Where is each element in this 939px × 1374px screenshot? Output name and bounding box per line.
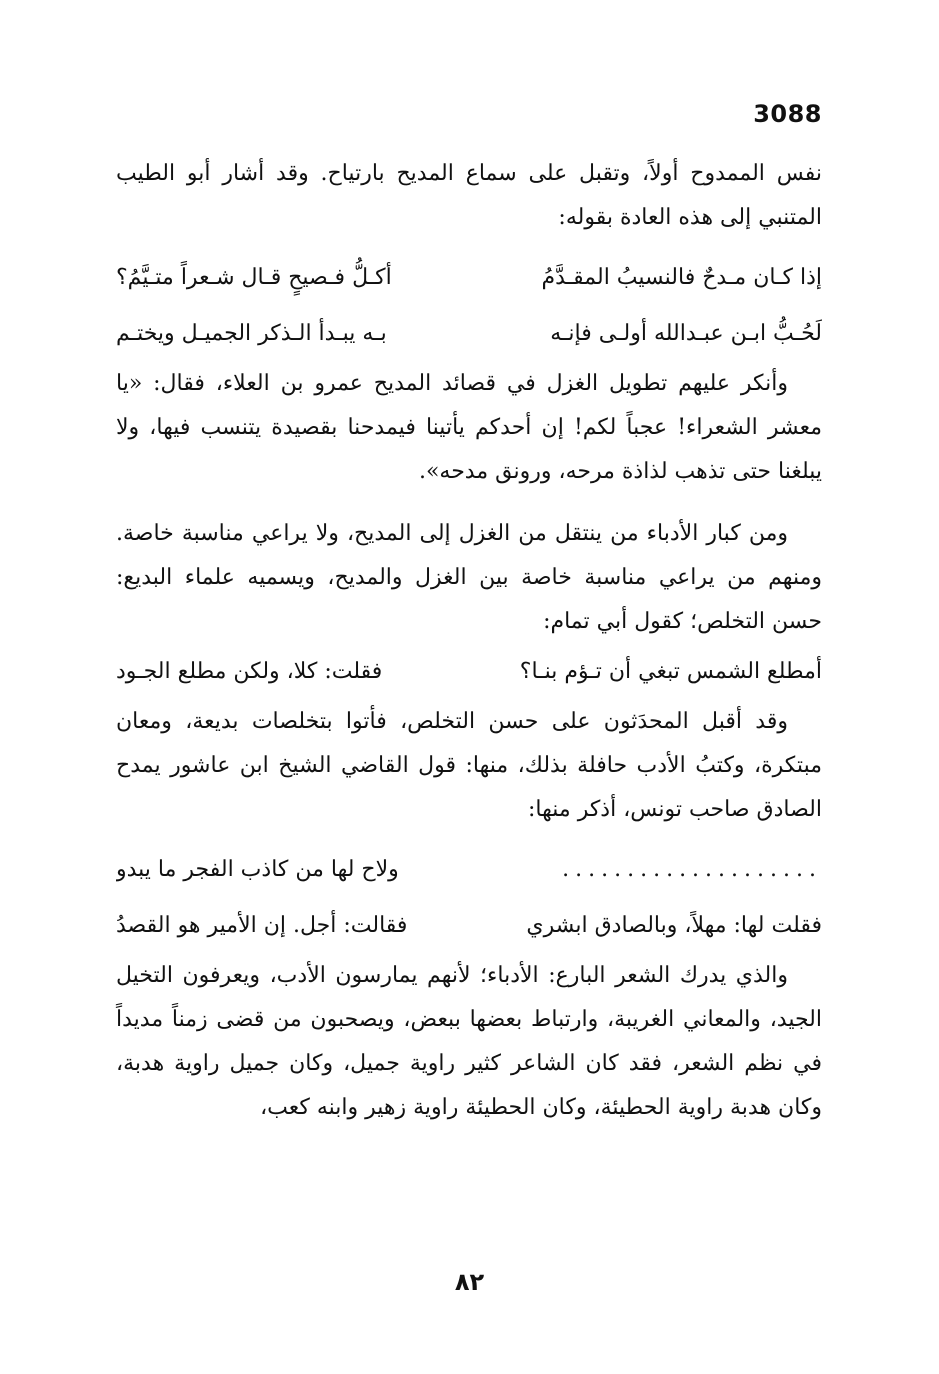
verse-5-second-hemistich: فقالت: أجل. إن الأمير هو القصدُ — [116, 913, 408, 938]
verse-3-first-hemistich: أمطلع الشمس تبغي أن تـؤم بنـا؟ — [519, 659, 822, 684]
paragraph-4: وقد أقبل المحدَثون على حسن التخلص، فأتوا بتخلصات بديعة، ومعان مبتكرة، وكتبُ الأدب حافلة بذلك، منها: قول القاضي الشيخ ابن عاشور يمدح الصادق صاحب تونس، أذكر منها: — [116, 709, 822, 822]
paragraph-3: ومن كبار الأدباء من ينتقل من الغزل إلى المديح، ولا يراعي مناسبة خاصة. ومنهم من يراعي مناسبة خاصة بين الغزل والمديح، ويسميه علماء البديع: حسن التخلص؛ كقول أبي تمام: — [116, 521, 822, 634]
verse-4-ellipsis: .................... — [562, 857, 822, 882]
top-page-number: 3088 — [753, 100, 822, 128]
verse-3-second-hemistich: فقلت: كلا، ولكن مطلع الجـود — [116, 659, 383, 684]
verse-2 — [116, 306, 822, 362]
paragraph-1: نفس الممدوح أولاً، وتقبل على سماع المديح بارتياح. وقد أشار أبو الطيب المتنبي إلى هذه العادة بقوله: — [116, 161, 822, 230]
page-number: ٨٢ — [454, 1268, 485, 1296]
verse-1-first-hemistich: إذا كـان مـدحٌ فالنسيبُ المقـدَّمُ — [541, 265, 822, 290]
verse-1-second-hemistich: أكـلُّ فـصيحٍ قـال شـعراً متـيَّمُ؟ — [116, 265, 392, 290]
verse-3 — [116, 644, 822, 700]
verse-4 — [116, 842, 822, 898]
verse-2-second-hemistich: بـه يبـدأ الـذكر الجميـل ويختـم — [116, 321, 387, 346]
verse-5 — [116, 898, 822, 954]
verse-2-first-hemistich: لَحُـبُّ ابـن عبـدالله أولـى فإنـه — [550, 321, 822, 346]
paragraph-5: والذي يدرك الشعر البارع: الأدباء؛ لأنهم يمارسون الأدب، ويعرفون التخيل الجيد، والمعاني الغريبة، وارتباط بعضها ببعض، ويصحبون من قضى زمناً مديداً في نظم الشعر، فقد كان الشاعر كثير راوية جميل، وكان جميل راوية هدبة، وكان هدبة راوية الحطيئة، وكان الحطيئة راوية زهير وابنه كعب، — [116, 963, 822, 1120]
verse-4-second-hemistich: ولاح لها من كاذب الفجر ما يبدو — [116, 857, 399, 882]
verse-1 — [116, 250, 822, 306]
verse-5-first-hemistich: فقلت لها: مهلاً، وبالصادق ابشري — [526, 913, 822, 938]
page-body — [116, 152, 822, 1130]
paragraph-2: وأنكر عليهم تطويل الغزل في قصائد المديح عمرو بن العلاء، فقال: «يا معشر الشعراء! عجباً لكم! إن أحدكم يأتينا فيمدحنا بقصيدة يتنسب فيها، ولا يبلغنا حتى تذهب لذاذة مرحه، ورونق مدحه». — [116, 371, 822, 484]
